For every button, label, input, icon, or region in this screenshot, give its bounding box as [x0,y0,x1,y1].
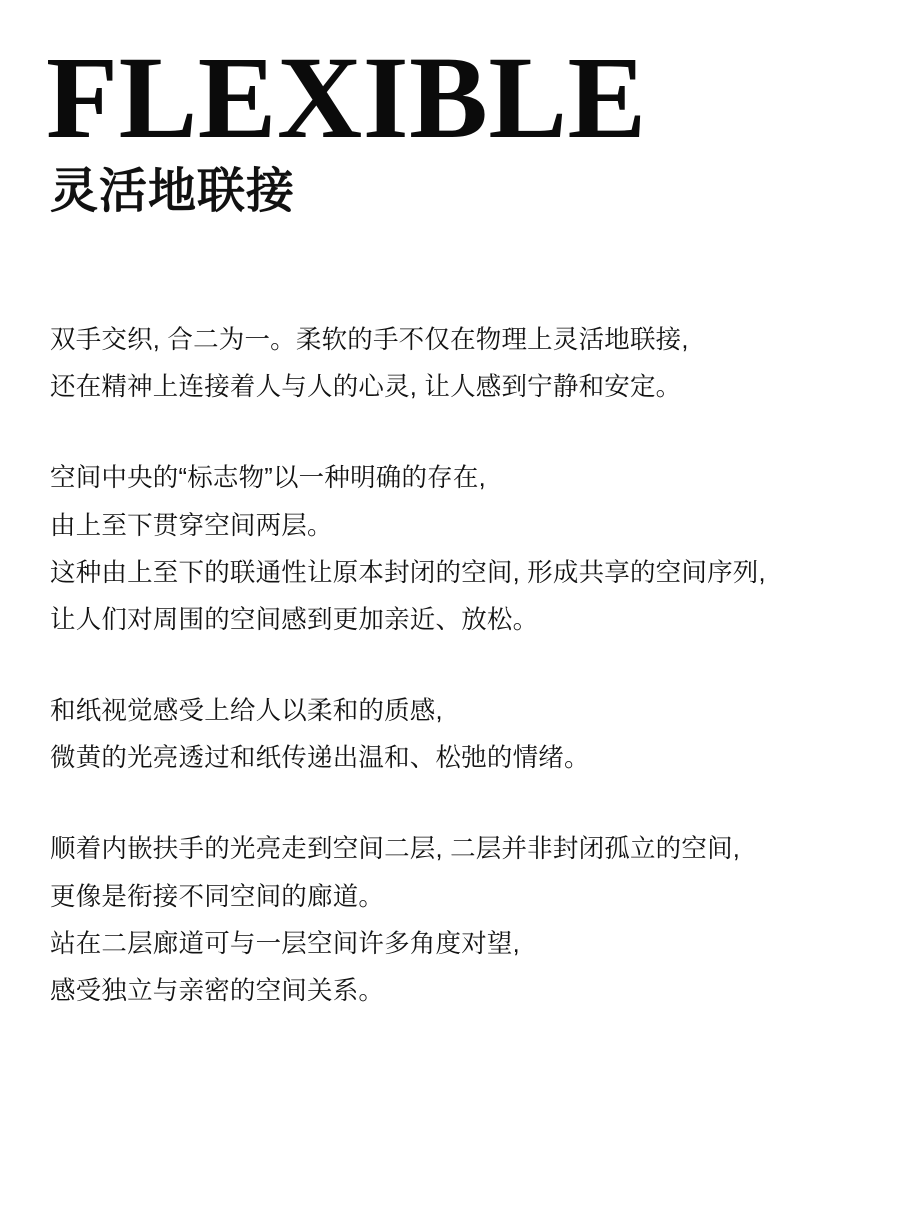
paragraph-line: 感受独立与亲密的空间关系。 [50,976,385,1005]
body-text [46,317,874,1015]
paragraph-line: 双手交织, 合二为一。柔软的手不仅在物理上灵活地联接, [50,325,689,354]
paragraph-line: 顺着内嵌扶手的光亮走到空间二层, 二层并非封闭孤立的空间, [50,835,741,864]
paragraph-2 [50,455,874,644]
paragraph-line: 这种由上至下的联通性让原本封闭的空间, 形成共享的空间序列, [50,558,766,587]
paragraph-3 [50,688,874,782]
paragraph-line: 由上至下贯穿空间两层。 [50,511,333,540]
paragraph-line: 空间中央的“标志物”以一种明确的存在, [50,464,486,493]
paragraph-line: 更像是衔接不同空间的廊道。 [50,882,385,911]
title-block [46,0,874,221]
page-subtitle: 灵活地联接 [50,165,296,219]
paragraph-line: 还在精神上连接着人与人的心灵, 让人感到宁静和安定。 [50,373,682,402]
paragraph-line: 微黄的光亮透过和纸传递出温和、松弛的情绪。 [50,744,590,773]
page-title: FLEXIBLE [46,32,647,163]
paragraph-4 [50,826,874,1015]
paragraph-line: 让人们对周围的空间感到更加亲近、放松。 [50,605,539,634]
paragraph-line: 站在二层廊道可与一层空间许多角度对望, [50,929,520,958]
paragraph-line: 和纸视觉感受上给人以柔和的质感, [50,697,443,726]
paragraph-1 [50,317,874,411]
